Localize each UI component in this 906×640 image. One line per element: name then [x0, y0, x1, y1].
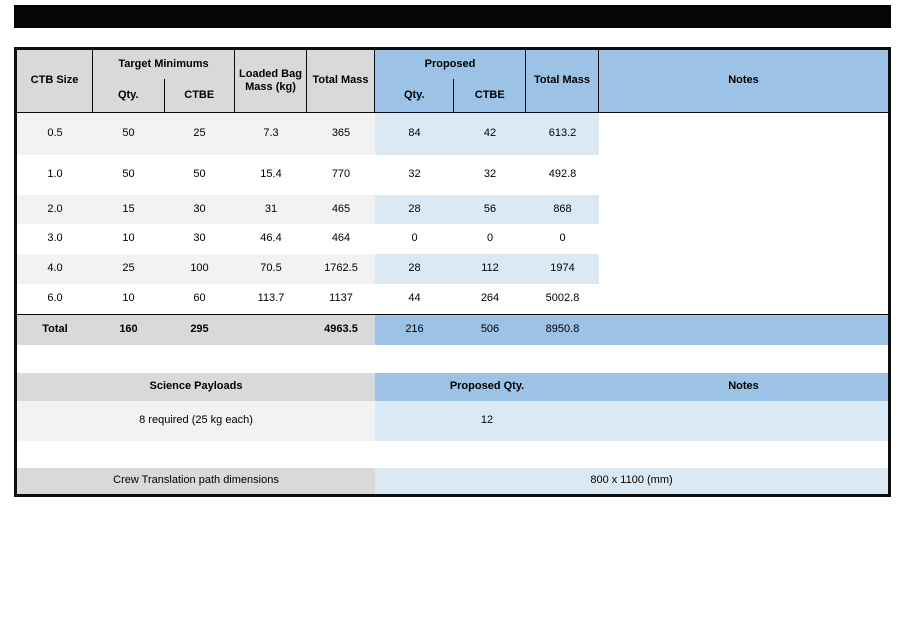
table-cell: 30 [193, 232, 206, 245]
table-cell: 216 [375, 315, 454, 345]
table-cell: 7.3 [235, 113, 307, 155]
table-cell: 0 [411, 232, 418, 245]
table-cell: 4.0 [17, 254, 93, 284]
science-payloads-data-row [17, 401, 888, 441]
header-proposed-ctbe: CTBE [453, 79, 525, 112]
table-cell: 4963.5 [307, 315, 375, 345]
blank-spacer [17, 345, 888, 373]
table-cell: 25 [164, 113, 235, 155]
table-cell [599, 195, 888, 224]
table-cell: 10 [122, 232, 135, 245]
table-cell: 2.0 [17, 195, 93, 224]
table-cell: 465 [307, 195, 375, 224]
table-cell: 1762.5 [307, 254, 375, 284]
header-proposed: Proposed [424, 57, 476, 70]
table-cell: 31 [235, 195, 307, 224]
header-ctb-size: CTB Size [17, 50, 93, 112]
table-cell: 5002.8 [545, 292, 580, 305]
science-payloads-header-row [17, 373, 888, 401]
science-proposed-qty-value: 12 [375, 401, 599, 441]
table-cell: 8950.8 [526, 315, 599, 345]
table-cell: 25 [93, 254, 164, 284]
table-cell: 1.0 [47, 168, 63, 181]
table-cell: 868 [526, 195, 599, 224]
science-payloads-label: Science Payloads [17, 373, 375, 401]
header-target-ctbe: CTBE [164, 79, 235, 112]
table-cell: 84 [375, 113, 454, 155]
crew-translation-row [17, 468, 888, 494]
table-cell: 1974 [526, 254, 599, 284]
table-cell: 60 [193, 292, 206, 305]
table-title-bar [14, 5, 891, 28]
table-cell: 492.8 [548, 168, 577, 181]
table-cell: 44 [408, 292, 421, 305]
header-target-minimums: Target Minimums [118, 57, 209, 70]
table-cell: 28 [375, 195, 454, 224]
table-cell: 365 [307, 113, 375, 155]
table-cell: 0.5 [17, 113, 93, 155]
table-cell [599, 113, 888, 155]
science-requirement: 8 required (25 kg each) [17, 401, 375, 441]
science-notes-value [599, 401, 888, 441]
table-cell: 6.0 [47, 292, 63, 305]
table-cell [599, 284, 888, 314]
table-cell: 0 [559, 232, 566, 245]
table-row [17, 284, 888, 314]
table-cell: 50 [93, 113, 164, 155]
table-cell [599, 224, 888, 254]
table-cell: 112 [454, 254, 526, 284]
header-target-qty: Qty. [117, 88, 139, 101]
table-cell: 264 [480, 292, 500, 305]
crew-translation-label: Crew Translation path dimensions [17, 468, 375, 494]
table-header-row [17, 50, 888, 113]
table-cell: 10 [122, 292, 135, 305]
header-loaded-bag-mass: Loaded Bag Mass (kg) [235, 50, 307, 112]
table-cell: 506 [454, 315, 526, 345]
table-cell: 70.5 [235, 254, 307, 284]
table-row [17, 195, 888, 224]
table-cell: 46.4 [260, 232, 282, 245]
science-notes-header: Notes [599, 373, 888, 401]
table-cell: 295 [164, 315, 235, 345]
table-cell: 160 [93, 315, 164, 345]
table-cell: 770 [331, 168, 351, 181]
table-cell: 0 [486, 232, 494, 245]
table-cell: 28 [375, 254, 454, 284]
table-cell: 613.2 [526, 113, 599, 155]
table-row [17, 155, 888, 195]
table-cell: 42 [454, 113, 526, 155]
table-row [17, 113, 888, 155]
table-cell: 30 [164, 195, 235, 224]
header-proposed-group [375, 50, 526, 112]
table-cell: 56 [454, 195, 526, 224]
header-proposed-qty: Qty. [403, 88, 425, 101]
table-cell: 50 [122, 168, 135, 181]
header-proposed-total-mass: Total Mass [526, 50, 599, 112]
table-cell: 50 [193, 168, 206, 181]
ctb-allocation-table [14, 47, 891, 497]
table-cell: 15.4 [260, 168, 282, 181]
header-total-mass: Total Mass [307, 50, 375, 112]
table-row [17, 254, 888, 284]
header-notes: Notes [599, 50, 888, 112]
table-cell: 1137 [329, 292, 353, 305]
total-row [17, 314, 888, 345]
table-cell [599, 315, 888, 345]
table-cell [599, 254, 888, 284]
table-cell: 113.7 [257, 292, 285, 305]
total-label: Total [17, 315, 93, 345]
table-cell: 3.0 [47, 232, 63, 245]
science-proposed-qty-header: Proposed Qty. [375, 373, 599, 401]
table-cell: 464 [331, 232, 351, 245]
crew-translation-value: 800 x 1100 (mm) [375, 468, 888, 494]
table-cell: 32 [483, 168, 497, 181]
table-cell [599, 155, 888, 195]
table-cell: 100 [164, 254, 235, 284]
table-cell: 32 [408, 168, 421, 181]
table-cell [235, 315, 307, 345]
table-row [17, 224, 888, 254]
table-cell: 15 [93, 195, 164, 224]
header-target-minimums-group [93, 50, 235, 112]
blank-spacer [17, 441, 888, 468]
